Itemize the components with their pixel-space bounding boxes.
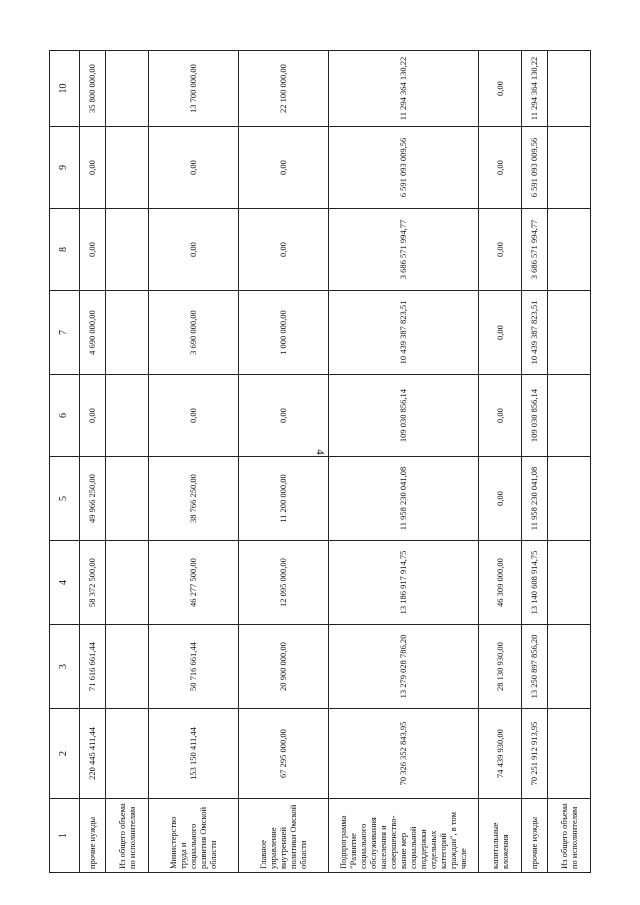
table-cell xyxy=(547,709,590,799)
table-cell xyxy=(547,625,590,709)
table-cell: 0,00 xyxy=(79,127,105,209)
table-cell: 0,00 xyxy=(148,375,238,457)
table-cell: 0,00 xyxy=(238,127,328,209)
table-cell: 12 095 000,00 xyxy=(238,541,328,625)
column-header: 4 xyxy=(50,541,80,625)
table-cell: 0,00 xyxy=(478,457,521,541)
table-cell: 0,00 xyxy=(478,291,521,375)
table-cell: 13 279 028 786,20 xyxy=(328,625,478,709)
table-cell: 10 439 387 823,51 xyxy=(328,291,478,375)
table-cell xyxy=(547,209,590,291)
column-header: 8 xyxy=(50,209,80,291)
table-cell xyxy=(547,541,590,625)
rotated-page xyxy=(49,51,591,873)
table-cell: 0,00 xyxy=(148,209,238,291)
table-cell: 13 700 000,00 xyxy=(148,51,238,127)
table-cell: 46 309 000,00 xyxy=(478,541,521,625)
table-cell: 6 591 093 009,56 xyxy=(522,127,548,209)
column-header: 5 xyxy=(50,457,80,541)
table-cell xyxy=(105,375,148,457)
table-cell xyxy=(547,291,590,375)
table-cell xyxy=(547,51,590,127)
table-cell: 11 294 364 130,22 xyxy=(522,51,548,127)
table-cell: 58 372 500,00 xyxy=(79,541,105,625)
table-cell: 1 000 000,00 xyxy=(238,291,328,375)
table-cell xyxy=(105,291,148,375)
table-cell xyxy=(547,127,590,209)
table-cell: 109 030 856,14 xyxy=(328,375,478,457)
column-header: 7 xyxy=(50,291,80,375)
table-cell: 74 439 930,00 xyxy=(478,709,521,799)
table-cell: 109 030 856,14 xyxy=(522,375,548,457)
table-row xyxy=(547,51,590,873)
table-cell: 0,00 xyxy=(478,209,521,291)
table-cell: 71 616 661,44 xyxy=(79,625,105,709)
table-cell: 11 958 230 041,08 xyxy=(522,457,548,541)
row-label: капитальные вложения xyxy=(478,799,521,873)
table-cell: 11 294 364 130,22 xyxy=(328,51,478,127)
row-label: Из общего объема по исполнителям xyxy=(547,799,590,873)
table-cell: 10 439 387 823,51 xyxy=(522,291,548,375)
table-cell: 3 686 571 994,77 xyxy=(328,209,478,291)
column-header: 10 xyxy=(50,51,80,127)
column-header: 1 xyxy=(50,799,80,873)
table-cell: 153 150 411,44 xyxy=(148,709,238,799)
table-cell: 38 766 250,00 xyxy=(148,457,238,541)
table-cell: 0,00 xyxy=(238,375,328,457)
table-cell: 70 326 352 843,95 xyxy=(328,709,478,799)
table-cell: 3 690 000,00 xyxy=(148,291,238,375)
table-cell xyxy=(547,375,590,457)
table-cell: 0,00 xyxy=(478,375,521,457)
table-cell xyxy=(105,51,148,127)
budget-table xyxy=(49,50,591,873)
table-cell xyxy=(105,709,148,799)
table-cell xyxy=(105,127,148,209)
table-cell: 13 140 608 914,75 xyxy=(522,541,548,625)
table-cell: 11 958 230 041,08 xyxy=(328,457,478,541)
table-cell xyxy=(547,457,590,541)
table-cell: 13 250 897 856,20 xyxy=(522,625,548,709)
table-cell: 0,00 xyxy=(148,127,238,209)
table-cell: 35 800 000,00 xyxy=(79,51,105,127)
table-cell xyxy=(105,457,148,541)
table-row xyxy=(328,51,478,873)
column-header: 2 xyxy=(50,709,80,799)
column-header: 3 xyxy=(50,625,80,709)
header-row xyxy=(50,51,80,873)
row-label: Главное управление внутренней политики Омской области xyxy=(238,799,328,873)
row-label: Подпрограмма "Развитие социального обслуживания населения и совершенство-вание мер социальной поддержки отдельных категорий граждан", в том числе xyxy=(328,799,478,873)
table-cell: 0,00 xyxy=(478,127,521,209)
table-cell xyxy=(105,625,148,709)
table-cell: 6 591 093 009,56 xyxy=(328,127,478,209)
table-cell: 50 716 661,44 xyxy=(148,625,238,709)
row-label: прочие нужды xyxy=(522,799,548,873)
page-number: 4 xyxy=(314,449,326,455)
table-cell: 11 200 000,00 xyxy=(238,457,328,541)
table-cell: 3 686 571 994,77 xyxy=(522,209,548,291)
table-cell: 46 277 500,00 xyxy=(148,541,238,625)
table-row xyxy=(148,51,238,873)
table-cell: 0,00 xyxy=(79,375,105,457)
table-row xyxy=(522,51,548,873)
column-header: 9 xyxy=(50,127,80,209)
table-cell: 13 186 917 914,75 xyxy=(328,541,478,625)
table-cell: 4 690 000,00 xyxy=(79,291,105,375)
table-cell: 0,00 xyxy=(238,209,328,291)
table-cell: 49 966 250,00 xyxy=(79,457,105,541)
table-row xyxy=(79,51,105,873)
table-cell: 0,00 xyxy=(79,209,105,291)
table-cell: 67 295 000,00 xyxy=(238,709,328,799)
table-row xyxy=(105,51,148,873)
table-cell: 20 900 000,00 xyxy=(238,625,328,709)
table-row xyxy=(478,51,521,873)
table-row xyxy=(238,51,328,873)
table-cell: 28 130 930,00 xyxy=(478,625,521,709)
row-label: Министерство труда и социального развития Омской области xyxy=(148,799,238,873)
row-label: Из общего объема по исполнителям xyxy=(105,799,148,873)
table-cell: 22 100 000,00 xyxy=(238,51,328,127)
table-cell xyxy=(105,209,148,291)
table-cell: 70 251 912 913,95 xyxy=(522,709,548,799)
table-cell: 0,00 xyxy=(478,51,521,127)
table-cell xyxy=(105,541,148,625)
row-label: прочие нужды xyxy=(79,799,105,873)
column-header: 6 xyxy=(50,375,80,457)
table-cell: 220 445 411,44 xyxy=(79,709,105,799)
